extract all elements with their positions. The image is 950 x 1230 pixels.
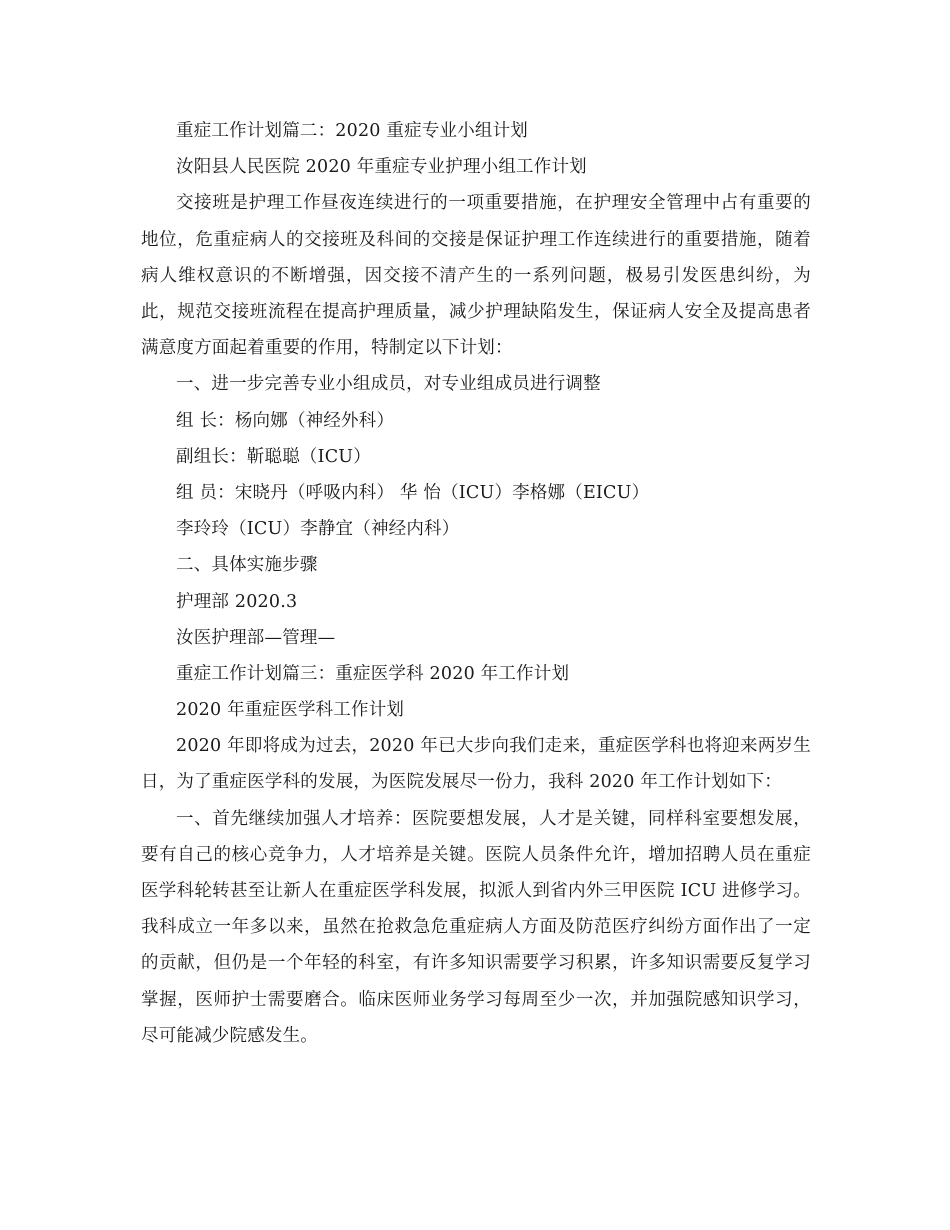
part2-subtitle: 汝阳县人民医院 2020 年重症专业护理小组工作计划	[176, 157, 587, 178]
paragraph-intro-2020: 2020 年即将成为过去，2020 年已大步向我们走来，重症医学科也将迎来两岁生日，为了重症医学科的发展，为医院发展尽一份力，我科 2020 年工作计划如下：	[141, 736, 811, 793]
section-heading-2: 二、具体实施步骤	[176, 555, 318, 576]
part3-subtitle: 2020 年重症医学科工作计划	[176, 700, 405, 721]
group-leader: 组 长：杨向娜（神经外科）	[176, 410, 395, 431]
group-vice-leader: 副组长：靳聪聪（ICU）	[176, 446, 371, 467]
department-date: 护理部 2020.3	[176, 591, 298, 612]
paragraph-talent-training: 一、首先继续加强人才培养：医院要想发展，人才是关键，同样科室要想发展，要有自己的核心竞争力，人才培养是关键。医院人员条件允许，增加招聘人员在重症医学科轮转甚至让新人在重症医学科发展，拟派人到省内外三甲医院 ICU 进修学习。我科成立一年多以来，虽然在抢救急危重症病人方面及防范医疗纠纷方面作出了一定的贡献，但仍是一个年轻的科室，有许多知识需要学习积累，许多知识需要反复学习掌握，医师护士需要磨合。临床医师业务学习每周至少一次，并加强院感知识学习，尽可能减少院感发生。	[141, 808, 811, 1046]
part2-title: 重症工作计划篇二：2020 重症专业小组计划	[176, 121, 528, 141]
paragraph-handover: 交接班是护理工作昼夜连续进行的一项重要措施，在护理安全管理中占有重要的地位，危重症病人的交接班及科间的交接是保证护理工作连续进行的重要措施，随着病人维权意识的不断增强，因交接不清产生的一系列问题，极易引发医患纠纷，为此，规范交接班流程在提高护理质量，减少护理缺陷发生，保证病人安全及提高患者满意度方面起着重要的作用，特制定以下计划：	[141, 193, 811, 359]
part3-title: 重症工作计划篇三：重症医学科 2020 年工作计划	[176, 663, 570, 684]
department-management: 汝医护理部—管理—	[176, 627, 336, 648]
document-body	[141, 113, 811, 1054]
section-heading-1: 一、进一步完善专业小组成员，对专业组成员进行调整	[176, 374, 601, 395]
group-members-line-1: 组 员：宋晓丹（呼吸内科） 华 怡（ICU）李格娜（EICU）	[176, 482, 650, 503]
group-members-line-2: 李玲玲（ICU）李静宜（神经内科）	[176, 519, 460, 540]
